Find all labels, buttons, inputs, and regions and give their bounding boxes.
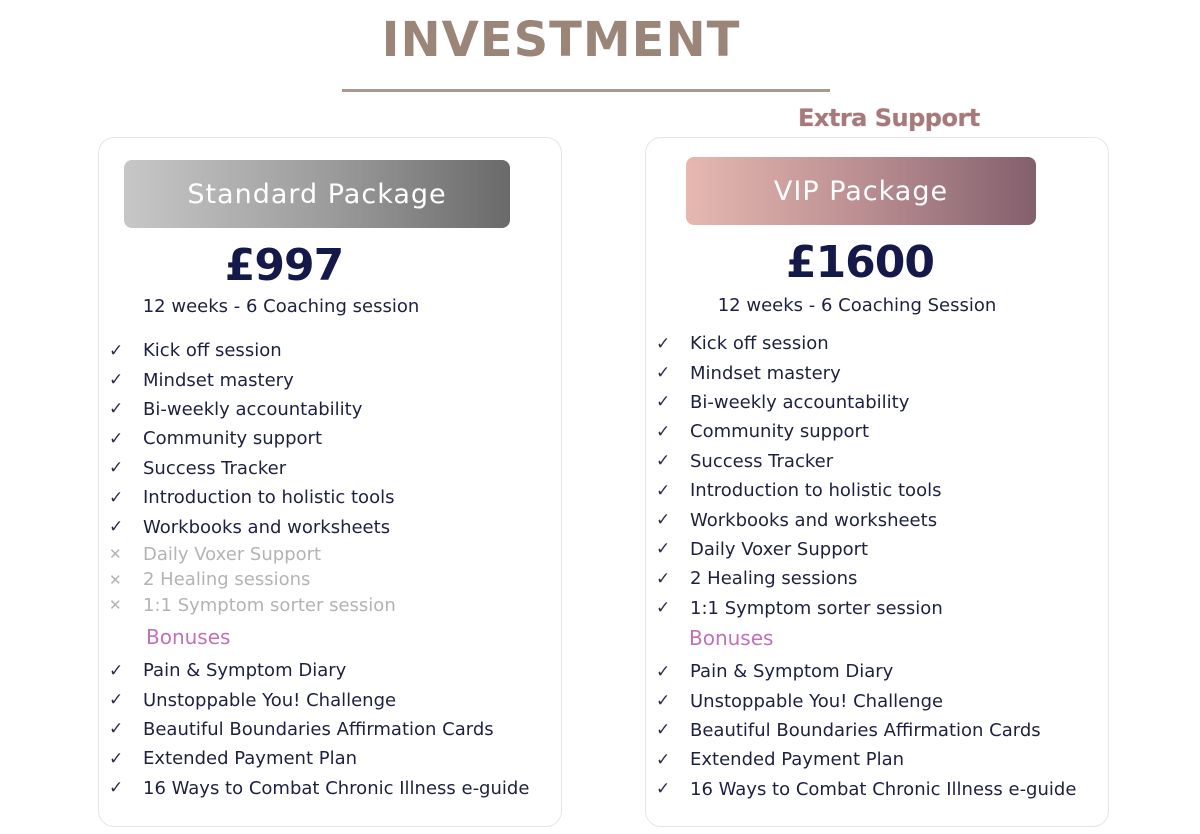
feature-item	[656, 564, 943, 593]
check-icon: ✓	[656, 539, 671, 560]
vip-package-button[interactable]: VIP Package	[686, 157, 1036, 225]
check-icon: ✓	[656, 568, 671, 589]
vip-feature-list	[656, 329, 943, 623]
feature-label: Community support	[143, 428, 323, 450]
feature-label: Daily Voxer Support	[690, 538, 869, 560]
page-title: INVESTMENT	[381, 12, 741, 68]
feature-label: 1:1 Symptom sorter session	[143, 594, 396, 616]
vip-tag: Extra Support	[798, 104, 980, 132]
check-icon: ✓	[656, 691, 671, 712]
feature-item-excluded	[109, 542, 396, 568]
check-icon: ✓	[109, 487, 124, 508]
vip-bonus-list	[656, 657, 1076, 804]
feature-item	[109, 512, 396, 541]
feature-label: Bi-weekly accountability	[143, 398, 363, 420]
vip-bonuses-heading: Bonuses	[689, 626, 774, 650]
vip-duration: 12 weeks - 6 Coaching Session	[717, 295, 997, 316]
bonus-item	[109, 685, 529, 714]
bonus-label: 16 Ways to Combat Chronic Illness e-guide	[690, 778, 1077, 800]
check-icon: ✓	[109, 517, 124, 538]
feature-item	[656, 358, 943, 387]
feature-item	[656, 505, 943, 534]
check-icon: ✓	[656, 749, 671, 770]
bonus-label: Beautiful Boundaries Affirmation Cards	[690, 719, 1041, 741]
standard-price: £997	[224, 240, 344, 291]
check-icon: ✓	[109, 748, 124, 769]
bonus-item	[656, 716, 1076, 745]
feature-label: Workbooks and worksheets	[690, 509, 938, 531]
feature-label: Mindset mastery	[143, 369, 294, 391]
feature-label: Bi-weekly accountability	[690, 391, 910, 413]
feature-item-excluded	[109, 567, 396, 593]
cross-icon: ✕	[109, 545, 122, 564]
check-icon: ✓	[656, 392, 671, 413]
standard-bonus-list	[109, 656, 529, 803]
feature-label: 2 Healing sessions	[690, 568, 858, 590]
feature-label: 1:1 Symptom sorter session	[690, 597, 943, 619]
bonus-label: Pain & Symptom Diary	[690, 661, 894, 683]
bonus-item	[656, 657, 1076, 686]
cross-icon: ✕	[109, 596, 122, 615]
feature-item	[109, 483, 396, 512]
bonus-item	[109, 744, 529, 773]
bonus-label: 16 Ways to Combat Chronic Illness e-guide	[143, 777, 530, 799]
feature-label: 2 Healing sessions	[143, 569, 311, 591]
standard-duration: 12 weeks - 6 Coaching session	[142, 296, 420, 317]
standard-package-card	[98, 137, 562, 827]
check-icon: ✓	[656, 779, 671, 800]
bonus-item	[656, 775, 1076, 804]
feature-item	[109, 424, 396, 453]
standard-bonuses-heading: Bonuses	[146, 625, 231, 649]
bonus-item	[656, 686, 1076, 715]
feature-item	[656, 476, 943, 505]
check-icon: ✓	[109, 660, 124, 681]
title-divider	[342, 89, 830, 92]
check-icon: ✓	[109, 719, 124, 740]
check-icon: ✓	[656, 451, 671, 472]
feature-item	[656, 329, 943, 358]
feature-item	[656, 594, 943, 623]
check-icon: ✓	[109, 399, 124, 420]
bonus-item	[109, 656, 529, 685]
feature-item	[109, 365, 396, 394]
check-icon: ✓	[109, 690, 124, 711]
feature-label: Kick off session	[143, 340, 282, 362]
bonus-label: Unstoppable You! Challenge	[690, 690, 944, 712]
check-icon: ✓	[656, 421, 671, 442]
bonus-label: Extended Payment Plan	[690, 749, 905, 771]
check-icon: ✓	[656, 598, 671, 619]
feature-item-excluded	[109, 593, 396, 619]
check-icon: ✓	[656, 510, 671, 531]
bonus-item	[109, 774, 529, 803]
check-icon: ✓	[109, 428, 124, 449]
check-icon: ✓	[656, 333, 671, 354]
feature-item	[109, 336, 396, 365]
check-icon: ✓	[656, 661, 671, 682]
bonus-label: Extended Payment Plan	[143, 748, 358, 770]
bonus-label: Pain & Symptom Diary	[143, 660, 347, 682]
check-icon: ✓	[109, 370, 124, 391]
feature-label: Success Tracker	[143, 457, 287, 479]
vip-package-card	[645, 137, 1109, 827]
standard-feature-list	[109, 336, 396, 618]
bonus-item	[109, 715, 529, 744]
feature-item	[656, 388, 943, 417]
feature-item	[656, 447, 943, 476]
feature-item	[656, 417, 943, 446]
feature-item	[656, 535, 943, 564]
check-icon: ✓	[656, 363, 671, 384]
feature-label: Community support	[690, 421, 870, 443]
check-icon: ✓	[109, 778, 124, 799]
feature-label: Introduction to holistic tools	[690, 480, 942, 502]
bonus-label: Unstoppable You! Challenge	[143, 689, 397, 711]
cross-icon: ✕	[109, 570, 122, 589]
check-icon: ✓	[109, 458, 124, 479]
feature-item	[109, 454, 396, 483]
feature-label: Daily Voxer Support	[143, 543, 322, 565]
feature-label: Kick off session	[690, 333, 829, 355]
feature-label: Mindset mastery	[690, 362, 841, 384]
feature-label: Introduction to holistic tools	[143, 487, 395, 509]
standard-package-button[interactable]: Standard Package	[124, 160, 510, 228]
feature-item	[109, 395, 396, 424]
check-icon: ✓	[656, 720, 671, 741]
bonus-label: Beautiful Boundaries Affirmation Cards	[143, 718, 494, 740]
bonus-item	[656, 745, 1076, 774]
vip-price: £1600	[785, 237, 935, 288]
feature-label: Success Tracker	[690, 450, 834, 472]
feature-label: Workbooks and worksheets	[143, 516, 391, 538]
check-icon: ✓	[109, 340, 124, 361]
check-icon: ✓	[656, 480, 671, 501]
